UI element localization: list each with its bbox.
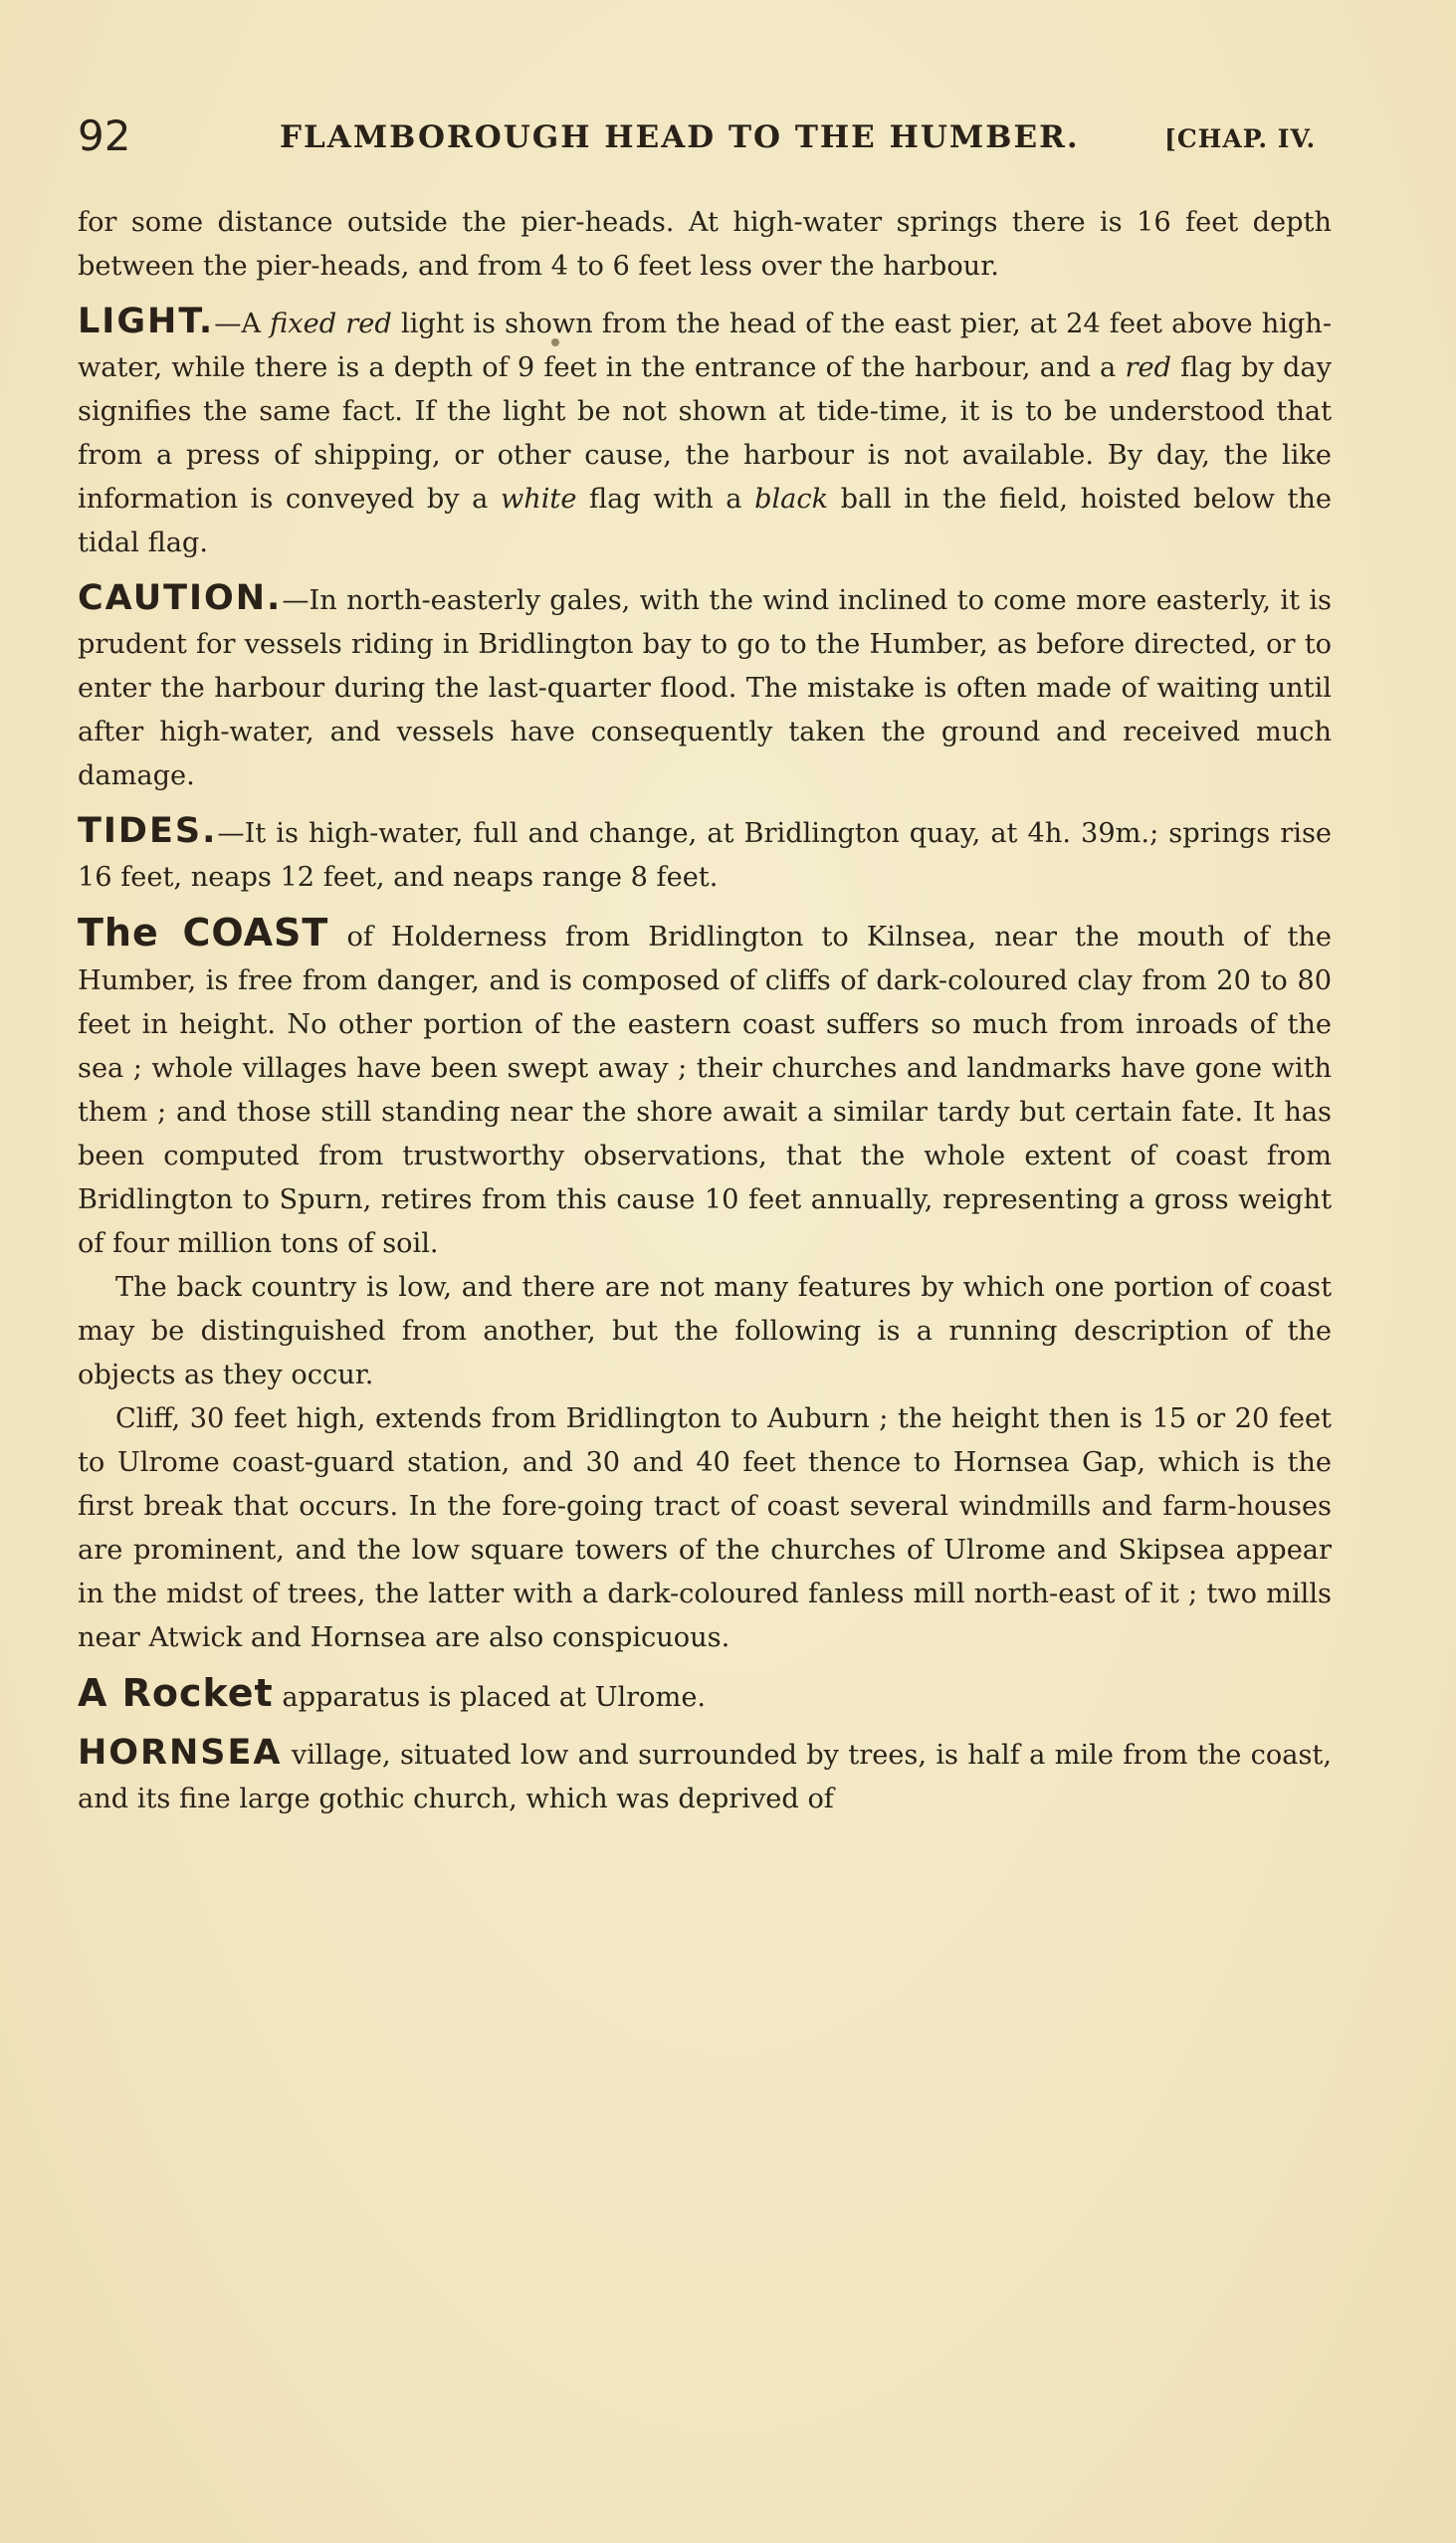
running-head: FLAMBOROUGH HEAD TO THE HUMBER.: [280, 119, 1080, 155]
paragraph-text: ball in the field, hoisted below the tidal flag.: [78, 484, 1332, 558]
section-heading-coast: The COAST: [78, 911, 329, 954]
section-heading-light: LIGHT.: [78, 302, 215, 341]
section-heading-hornsea: HORNSEA: [78, 1733, 283, 1773]
paragraph-coast: [78, 911, 1332, 1266]
paragraph-tides: [78, 809, 1332, 900]
italic-term: white: [500, 484, 577, 515]
paragraph-back-country: [78, 1266, 1332, 1397]
paragraph-text: apparatus is placed at Ulrome.: [273, 1682, 707, 1713]
paragraph-rocket: [78, 1671, 1332, 1720]
page-header: [78, 111, 1371, 171]
paragraph-caution: [78, 576, 1332, 798]
italic-term: fixed red: [270, 309, 392, 339]
paragraph-text: —It is high-water, full and change, at Bridlington quay, at 4h. 39m.; springs rise 16 feet, neaps 12 feet, and neaps range 8 feet.: [78, 818, 1332, 893]
italic-term: red: [1125, 352, 1171, 383]
paragraph-text: of Holderness from Bridlington to Kilnsea, near the mouth of the Humber, is free from danger, and is composed of cliffs of dark-coloured clay from 20 to 80 feet in height. No other portion of the eastern coast suffers so much from inroads of the sea ; whole villages have been swept away ; their churches and landmarks have gone with them ; and those still standing near the shore await a similar tardy but certain fate. It has been computed from trustworthy observations, that the whole extent of coast from Bridlington to Spurn, retires from this cause 10 feet annually, representing a gross weight of four million tons of soil.: [78, 922, 1332, 1259]
paragraph-text: —In north-easterly gales, with the wind inclined to come more easterly, it is prudent for vessels riding in Bridlington bay to go to the Humber, as before directed, or to enter the harbour during the last-quarter flood. The mistake is often made of waiting until after high-water, and vessels have consequently taken the ground and received much damage.: [78, 585, 1332, 791]
paragraph-text: The back country is low, and there are not many features by which one portion of coast may be distinguished from another, but the following is a running description of the objects as they occur.: [78, 1272, 1332, 1390]
paragraph-text: —A: [214, 309, 271, 339]
paragraph-hornsea: [78, 1731, 1332, 1821]
paragraph-cliff: [78, 1397, 1332, 1660]
paragraph-text: flag by day signifies the same fact. If the light be not shown at tide-time, it is to be understood that from a press of shipping, or other cause, the harbour is not available. By day, the like information is conveyed by a: [78, 352, 1332, 515]
paragraph-text: for some distance outside the pier-heads. At high-water springs there is 16 feet depth between the pier-heads, and from 4 to 6 feet less over the harbour.: [78, 207, 1332, 282]
page-number: 92: [78, 111, 131, 160]
paragraph-text: Cliff, 30 feet high, extends from Bridlington to Auburn ; the height then is 15 or 20 feet to Ulrome coast-guard station, and 30 and 40 feet thence to Hornsea Gap, which is the first break that occurs. In the fore-going tract of coast several windmills and farm-houses are prominent, and the low square towers of the churches of Ulrome and Skipsea appear in the midst of trees, the latter with a dark-coloured fanless mill north-east of it ; two mills near Atwick and Hornsea are also conspicuous.: [78, 1403, 1332, 1653]
italic-term: black: [754, 484, 829, 515]
body-text: [78, 201, 1332, 1832]
section-heading-tides: TIDES.: [78, 811, 218, 851]
paragraph-text: flag with a: [576, 484, 755, 515]
paragraph-light: [78, 300, 1332, 565]
paragraph-text: village, situated low and surrounded by trees, is half a mile from the coast, and its fine large gothic church, which was deprived of: [78, 1740, 1332, 1814]
chapter-reference: [CHAP. IV.: [1164, 124, 1317, 153]
paragraph-text: light is shown from the head of the east pier, at 24 feet above high-water, while there is a depth of 9 feet in the entrance of the harbour, and a: [78, 309, 1333, 383]
section-heading-rocket: A Rocket: [78, 1671, 274, 1715]
section-heading-caution: CAUTION.: [78, 578, 283, 618]
paragraph-continuation: [78, 201, 1332, 289]
